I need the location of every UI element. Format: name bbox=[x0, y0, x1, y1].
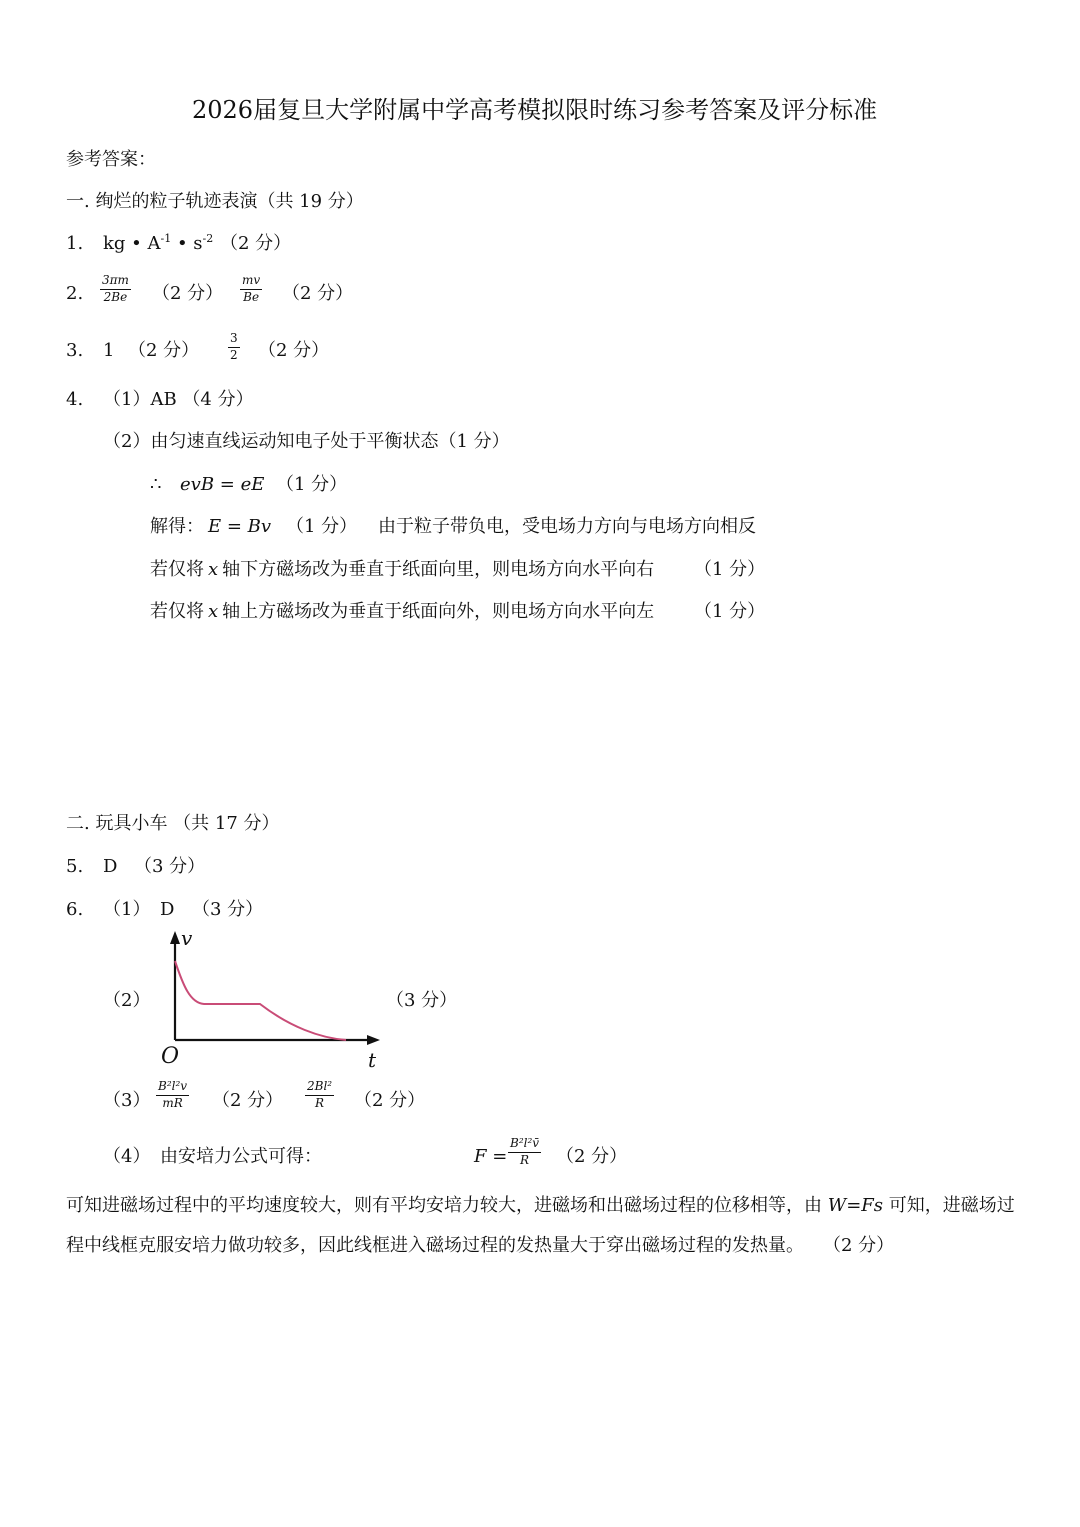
q4-line-b-score: （1 分） bbox=[694, 601, 766, 622]
q3-score-1: （2 分） bbox=[128, 340, 200, 361]
q4-solve-score: （1 分） bbox=[286, 516, 358, 537]
q6-p1-score: （3 分） bbox=[192, 899, 264, 920]
q4-line-a-post: 轴下方磁场改为垂直于纸面向里，则电场方向水平向右 bbox=[222, 559, 655, 580]
q4-solve-equation: E = Bv bbox=[208, 516, 272, 537]
q3-answer-1: 1 bbox=[103, 340, 115, 361]
q4-equation-1: evB = eE bbox=[180, 474, 265, 495]
q6-p3-fraction-1 bbox=[156, 1080, 189, 1111]
q4-line-a-pre: 若仅将 bbox=[150, 559, 204, 580]
q1-answer bbox=[103, 232, 214, 254]
conclusion-paragraph bbox=[66, 1186, 1026, 1266]
q1-exp-a: -1 bbox=[160, 232, 172, 245]
q6-p3-f2-numerator: 2Bl² bbox=[305, 1080, 334, 1096]
q2-score-2: （2 分） bbox=[282, 283, 354, 304]
q3-f-denominator: 2 bbox=[230, 347, 238, 362]
q6-p2-score: （3 分） bbox=[386, 990, 458, 1011]
q5-score: （3 分） bbox=[134, 856, 206, 877]
q5-number: 5. bbox=[66, 856, 84, 877]
graph-y-label: v bbox=[181, 926, 193, 950]
q6-p2-label: （2） bbox=[103, 990, 151, 1011]
q6-p3-fraction-2 bbox=[305, 1080, 334, 1111]
q4-line-b-post: 轴上方磁场改为垂直于纸面向外，则电场方向水平向左 bbox=[222, 601, 655, 622]
q2-f1-numerator: 3πm bbox=[100, 274, 131, 290]
section1-heading: 一. 绚烂的粒子轨迹表演（共 19 分） bbox=[66, 191, 364, 212]
graph-origin-label: O bbox=[161, 1044, 180, 1069]
section2-heading: 二. 玩具小车 （共 17 分） bbox=[66, 813, 280, 834]
q1-unit-s: • s bbox=[171, 233, 203, 254]
q6-p4-f-denominator: R bbox=[520, 1152, 530, 1167]
q6-p1-label: （1） bbox=[103, 899, 151, 920]
conclusion-text-2: 可知，进磁场过程中线框克服安培力做功较多，因此线框进入磁场过程的发热量大于穿出磁场过程的发热量。 bbox=[66, 1195, 1015, 1256]
q6-p3-f1-numerator: B²l²v bbox=[156, 1080, 189, 1096]
q2-number: 2. bbox=[66, 283, 84, 304]
q4-line-b-pre: 若仅将 bbox=[150, 601, 204, 622]
q4-therefore: ∴ bbox=[150, 474, 162, 495]
q2-f1-denominator: 2Be bbox=[103, 289, 128, 304]
velocity-time-graph bbox=[150, 925, 390, 1075]
graph-velocity-curve bbox=[175, 961, 346, 1040]
q4-part2: （2）由匀速直线运动知电子处于平衡状态（1 分） bbox=[103, 431, 510, 452]
q6-p3-score-1: （2 分） bbox=[212, 1090, 284, 1111]
q4-line-b bbox=[150, 603, 654, 621]
q1-number: 1. bbox=[66, 233, 84, 254]
q1-unit-kg: kg • A bbox=[103, 233, 161, 254]
q6-p4-f-numerator: B²l²v̄ bbox=[508, 1137, 541, 1153]
q2-fraction-1 bbox=[100, 274, 131, 305]
q2-f2-numerator: mv bbox=[240, 274, 262, 290]
page-title: 2026届复旦大学附属中学高考模拟限时练习参考答案及评分标准 bbox=[192, 96, 878, 124]
conclusion-text-1: 可知进磁场过程中的平均速度较大，则有平均安培力较大，进磁场和出磁场过程的位移相等，由 bbox=[66, 1195, 828, 1216]
q5-answer: D bbox=[103, 856, 118, 877]
q6-p4-text: 由安培力公式可得： bbox=[160, 1146, 322, 1167]
q6-p3-f1-denominator: mR bbox=[162, 1095, 183, 1110]
conclusion-equation: W=Fs bbox=[827, 1195, 884, 1216]
graph-x-label: t bbox=[368, 1048, 377, 1072]
q6-p4-label: （4） bbox=[103, 1146, 151, 1167]
q3-fraction bbox=[228, 332, 240, 363]
conclusion-score: （2 分） bbox=[832, 1235, 895, 1256]
q6-p3-label: （3） bbox=[103, 1090, 151, 1111]
q6-p3-score-2: （2 分） bbox=[354, 1090, 426, 1111]
q4-line-b-var: x bbox=[208, 601, 219, 622]
q1-score: （2 分） bbox=[220, 233, 292, 254]
q4-line-a-var: x bbox=[208, 559, 219, 580]
q6-p3-f2-denominator: R bbox=[315, 1095, 325, 1110]
q3-score-2: （2 分） bbox=[258, 340, 330, 361]
q3-f-numerator: 3 bbox=[228, 332, 240, 348]
q4-line-a bbox=[150, 561, 654, 579]
q4-part1: （1）AB （4 分） bbox=[103, 389, 254, 410]
q3-number: 3. bbox=[66, 340, 84, 361]
q2-f2-denominator: Be bbox=[243, 289, 260, 304]
q4-solve-label: 解得： bbox=[150, 516, 204, 537]
q6-number: 6. bbox=[66, 899, 84, 920]
q4-equation-1-score: （1 分） bbox=[276, 474, 348, 495]
graph-y-arrow bbox=[170, 931, 180, 944]
q4-number: 4. bbox=[66, 389, 84, 410]
q4-solve-note: 由于粒子带负电，受电场力方向与电场方向相反 bbox=[378, 516, 756, 537]
q4-line-a-score: （1 分） bbox=[694, 559, 766, 580]
q6-p4-fraction bbox=[508, 1137, 541, 1168]
q1-exp-s: -2 bbox=[202, 232, 214, 245]
intro-label: 参考答案： bbox=[66, 149, 156, 170]
q2-score-1: （2 分） bbox=[152, 283, 224, 304]
q6-p4-equation-lhs: F = bbox=[474, 1146, 508, 1167]
q6-p1-answer: D bbox=[160, 899, 175, 920]
q6-p4-score: （2 分） bbox=[556, 1146, 628, 1167]
graph-x-arrow bbox=[367, 1035, 380, 1045]
q2-fraction-2 bbox=[240, 274, 262, 305]
